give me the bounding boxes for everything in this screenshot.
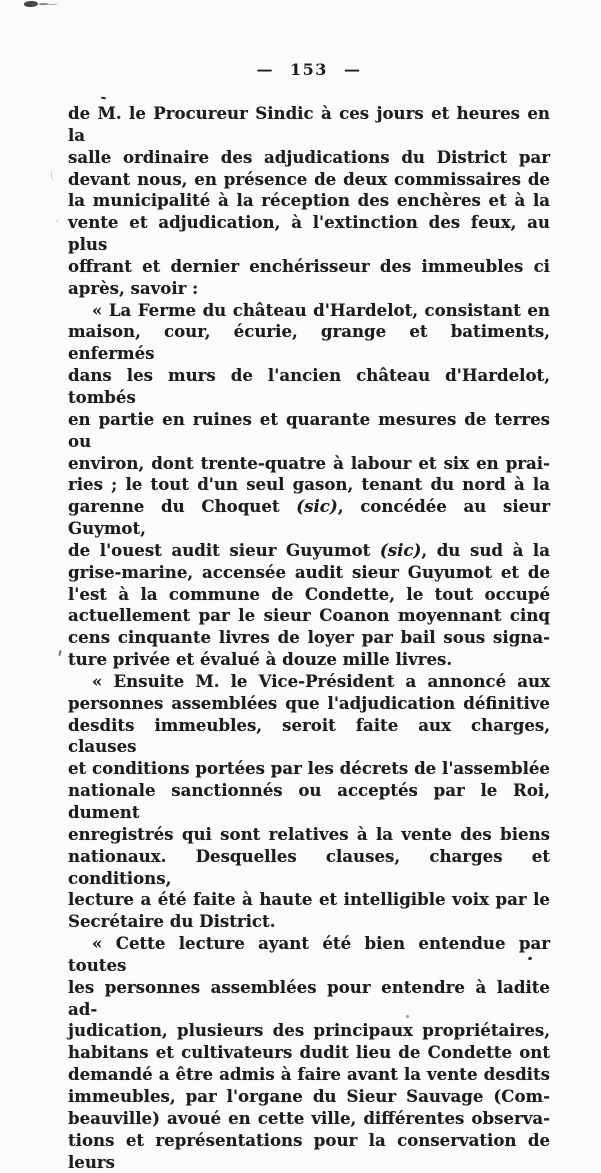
text-line: et conditions portées par les décrets de l'assemblée xyxy=(68,758,550,779)
text-line: Secrétaire du District. xyxy=(68,911,276,932)
paragraph-3 xyxy=(68,671,550,933)
ink-speck xyxy=(101,97,106,100)
text-line: nationale sanctionnés ou acceptés par le Roi, dument xyxy=(68,780,550,822)
sic-annotation: (sic) xyxy=(296,496,338,517)
paragraph-2 xyxy=(68,300,550,671)
text-line: nationaux. Desquelles clauses, charges et conditions, xyxy=(68,845,550,888)
text-line: cens cinquante livres de loyer par bail sous signa- xyxy=(68,627,550,648)
text-line: tions et représentations pour la conservation de leurs xyxy=(68,1129,550,1172)
text-line: « Ensuite M. le Vice-Président a annoncé aux xyxy=(92,670,550,691)
sic-annotation: (sic) xyxy=(379,539,422,560)
text-line: immeubles, par l'organe du Sieur Sauvage (Com- xyxy=(68,1085,550,1106)
page-text xyxy=(68,103,550,1173)
text-line: dans les murs de l'ancien château d'Hardelot, tombés xyxy=(68,365,550,407)
text-line: habitans et cultivateurs dudit lieu de Condette ont xyxy=(68,1042,550,1063)
page-number: — 153 — xyxy=(256,60,362,79)
text-line: enregistrés qui sont relatives à la vente des biens xyxy=(68,823,550,844)
margin-mark xyxy=(56,220,58,222)
text-line: en partie en ruines et quarante mesures de terres ou xyxy=(68,408,550,451)
margin-mark xyxy=(50,170,57,182)
text-line: devant nous, en présence de deux commissaires de xyxy=(68,168,550,189)
text-line: « La Ferme du château d'Hardelot, consistant en xyxy=(92,299,550,320)
text-line: beauville) avoué en cette ville, différentes observa- xyxy=(68,1107,550,1128)
text-line: l'est à la commune de Condette, le tout occupé xyxy=(68,583,550,604)
text-line: desdits immeubles, seroit faite aux charges, clauses xyxy=(68,714,550,757)
text-line: de M. le Procureur Sindic à ces jours et heures en la xyxy=(68,103,550,145)
text-line: après, savoir : xyxy=(68,277,199,298)
text-line: maison, cour, écurie, grange et batiments, enfermés xyxy=(68,321,550,364)
text-line: la municipalité à la réception des enchères et à la xyxy=(68,190,550,211)
text-line: ture privée et évalué à douze mille livres. xyxy=(68,649,453,670)
text-line: « Cette lecture ayant été bien entendue par toutes xyxy=(68,933,550,975)
ink-smudge xyxy=(24,1,38,8)
text-line: de l'ouest audit sieur Guyumot (sic), du sud à la xyxy=(68,539,550,560)
paragraph-4 xyxy=(68,933,550,1173)
text-line: ries ; le tout d'un seul gason, tenant du nord à la xyxy=(68,474,550,495)
text-line: actuellement par le sieur Coanon moyennant cinq xyxy=(68,605,550,626)
text-line: demandé a être admis à faire avant la vente desdits xyxy=(68,1064,550,1085)
text-line: les personnes assemblées pour entendre à ladite ad- xyxy=(68,976,550,1019)
text-line: vente et adjudication, à l'extinction des feux, au plus xyxy=(68,212,550,255)
text-line: environ, dont trente-quatre à labour et six en prai- xyxy=(68,452,550,473)
text-line: salle ordinaire des adjudications du District par xyxy=(68,146,550,167)
text-line: judication, plusieurs des principaux propriétaires, xyxy=(68,1020,550,1041)
text-line: offrant et dernier enchérisseur des immeubles ci xyxy=(68,255,550,276)
text-line: grise-marine, accensée audit sieur Guyumot et de xyxy=(68,561,550,582)
paragraph-1 xyxy=(68,103,550,300)
text-line: garenne du Choquet (sic), concédée au sieur Guymot, xyxy=(68,496,550,539)
margin-mark xyxy=(58,650,61,656)
text-line: personnes assemblées que l'adjudication définitive xyxy=(68,692,550,713)
text-line: lecture a été faite à haute et intelligible voix par le xyxy=(68,889,550,910)
